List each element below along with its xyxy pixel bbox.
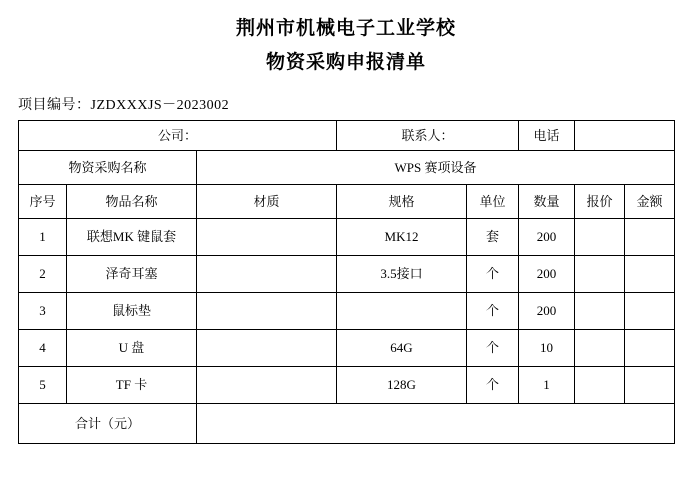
cell-price[interactable]: [575, 219, 625, 256]
cell-material[interactable]: [197, 219, 337, 256]
table-row-info: [19, 121, 675, 151]
cell-price[interactable]: [575, 330, 625, 367]
table-row-category: [19, 151, 675, 185]
cell-item-name: 联想MK 键鼠套: [67, 219, 197, 256]
cell-no: 5: [19, 367, 67, 404]
title-block: [0, 0, 692, 78]
document-title-line-2: 物资采购申报清单: [265, 52, 426, 73]
cell-material[interactable]: [197, 330, 337, 367]
cell-amount[interactable]: [625, 219, 675, 256]
cell-no: 3: [19, 293, 67, 330]
category-name-label: 物资采购名称: [19, 151, 197, 185]
cell-item-name: 鼠标垫: [67, 293, 197, 330]
cell-unit: 个: [467, 330, 519, 367]
table-row: [19, 293, 675, 330]
cell-qty: 10: [519, 330, 575, 367]
cell-qty: 1: [519, 367, 575, 404]
cell-spec: 128G: [337, 367, 467, 404]
cell-no: 4: [19, 330, 67, 367]
procurement-table: [18, 120, 675, 444]
cell-amount[interactable]: [625, 330, 675, 367]
category-name-value: WPS 赛项设备: [197, 151, 675, 185]
column-header-qty: 数量: [519, 185, 575, 219]
cell-spec[interactable]: [337, 293, 467, 330]
table-row-header: [19, 185, 675, 219]
cell-item-name: 泽奇耳塞: [67, 256, 197, 293]
document-title-line-1: 荆州市机械电子工业学校: [235, 18, 456, 39]
total-label: 合计（元）: [19, 404, 197, 444]
cell-spec: MK12: [337, 219, 467, 256]
table-row: [19, 367, 675, 404]
table-row: [19, 219, 675, 256]
cell-unit: 个: [467, 256, 519, 293]
cell-unit: 个: [467, 367, 519, 404]
contact-label-cell: 联系人：: [337, 121, 519, 151]
column-header-item-name: 物品名称: [67, 185, 197, 219]
cell-item-name: TF 卡: [67, 367, 197, 404]
cell-no: 1: [19, 219, 67, 256]
cell-amount[interactable]: [625, 256, 675, 293]
cell-qty: 200: [519, 256, 575, 293]
table-row: [19, 256, 675, 293]
cell-unit: 套: [467, 219, 519, 256]
cell-material[interactable]: [197, 293, 337, 330]
phone-label-cell: 电话: [519, 121, 575, 151]
cell-qty: 200: [519, 293, 575, 330]
table-row: [19, 330, 675, 367]
column-header-unit: 单位: [467, 185, 519, 219]
column-header-material: 材质: [197, 185, 337, 219]
company-label-cell: 公司：: [19, 121, 337, 151]
total-value[interactable]: [197, 404, 675, 444]
table-row-total: [19, 404, 675, 444]
column-header-price: 报价: [575, 185, 625, 219]
column-header-no: 序号: [19, 185, 67, 219]
cell-unit: 个: [467, 293, 519, 330]
cell-price[interactable]: [575, 367, 625, 404]
cell-amount[interactable]: [625, 293, 675, 330]
cell-price[interactable]: [575, 293, 625, 330]
cell-amount[interactable]: [625, 367, 675, 404]
cell-no: 2: [19, 256, 67, 293]
column-header-spec: 规格: [337, 185, 467, 219]
project-number: 项目编号：JZDXXXJS－2023002: [18, 98, 230, 113]
phone-value-cell[interactable]: [575, 121, 675, 151]
cell-price[interactable]: [575, 256, 625, 293]
cell-material[interactable]: [197, 367, 337, 404]
cell-qty: 200: [519, 219, 575, 256]
cell-spec: 3.5接口: [337, 256, 467, 293]
cell-item-name: U 盘: [67, 330, 197, 367]
cell-spec: 64G: [337, 330, 467, 367]
cell-material[interactable]: [197, 256, 337, 293]
column-header-amount: 金额: [625, 185, 675, 219]
